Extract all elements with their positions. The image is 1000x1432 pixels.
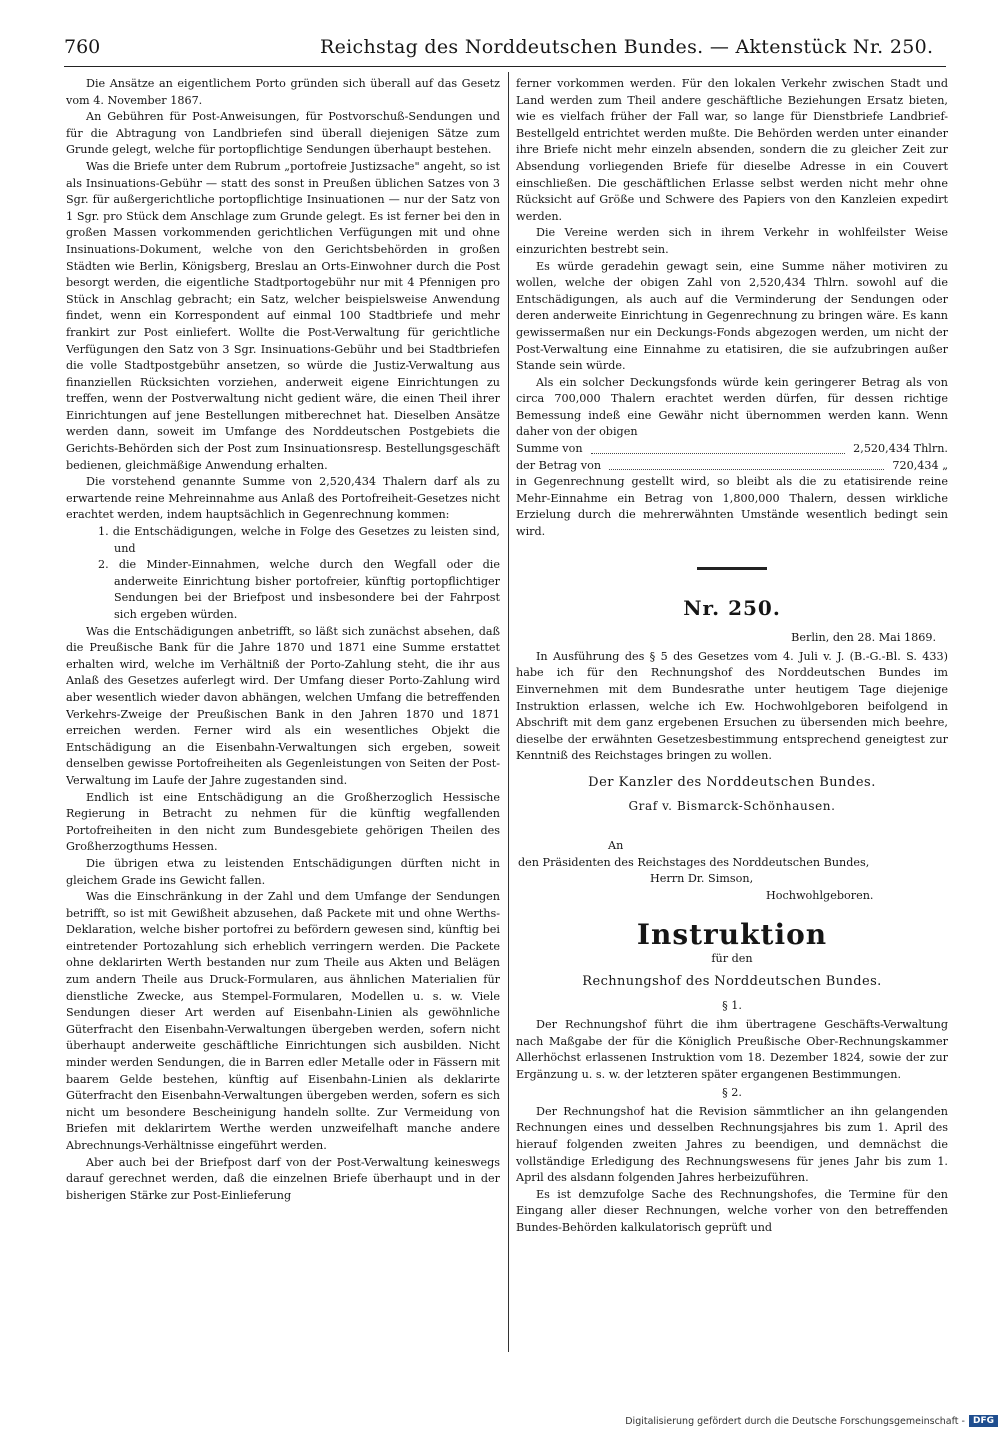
leader-dots [609,458,884,471]
instruction-organization: Rechnungshof des Norddeutschen Bundes. [582,973,882,989]
paragraph: Die übrigen etwa zu leistenden Entschädigungen dürften nicht in gleichem Grade ins Gewicht fallen. [66,856,500,887]
digitization-footer [602,1412,998,1430]
section-text: Es ist demzufolge Sache des Rechnungshofes, die Termine für den Eingang aller dieser Rechnungen, welche vorher von den betreffenden Bundes-Behörden kalkulatorisch geprüft und [516,1187,948,1235]
address-an: An [608,839,624,853]
paragraph: Als ein solcher Deckungsfonds würde kein geringerer Betrag als von circa 700,000 Thalern erachtet werden dürfen, für dessen richtige Bemessung indeß eine Gewähr nicht übernommen werden kann. Wenn daher von der obigen [516,375,948,439]
sum-label: der Betrag von [516,458,602,472]
section-text: Der Rechnungshof hat die Revision sämmtlicher an ihn gelangenden Rechnungen eines und desselben Rechnungsjahres bis zum 1. April des hierauf folgenden zweiten Jahres zu beendigen, und demnächst die vollständige Erledigung des Rechnungswesens für jenes Jahr bis zum 1. April des alsdann folgenden Jahres herbeizuführen. [516,1104,948,1185]
section-label: § 2. [722,1086,742,1100]
sum-row [516,458,948,475]
leader-dots [591,441,846,454]
instruction-for: für den [711,952,753,966]
paragraph: Die Ansätze an eigentlichem Porto gründen sich überall auf das Gesetz vom 4. November 1867. [66,77,500,107]
paragraph: Was die Entschädigungen anbetrifft, so läßt sich zunächst absehen, daß die Preußische Bank für die Jahre 1870 und 1871 eine Summe erstattet erhalten wird, welche im Verhältniß der Porto-Zahlung steht, die ihr aus Anlaß des Gesetzes auferlegt wird. Der Umfang dieser Porto-Zahlung wird aber wesentlich wieder davon abhängen, welchen Umfang die betreffenden Verkehrs-Zweige der Preußischen Bank in den Jahren 1870 und 1871 erreichen werden. Ferner wird als ein wesentliches Objekt die Entschädigung an die Eisenbahn-Verwaltungen sich ergeben, soweit denselben gewisse Portofreiheiten als Gegenleistungen von Seiten der Post-Verwaltung im Laufe der Jahre zugestanden sind. [66,624,500,787]
sum-row [516,441,948,458]
list-item: 2. die Minder-Einnahmen, welche durch den Wegfall oder die anderweite Einrichtung bisher portofreier, künftig portopflichtiger Sendungen bei der Briefpost und insbesondere bei der Fahrpost sich ergeben würden. [98,558,500,621]
right-column [516,76,948,1354]
paragraph: Die Vereine werden sich in ihrem Verkehr in wohlfeilster Weise einzurichten bestrebt sein. [516,226,948,256]
address-line: den Präsidenten des Reichstages des Norddeutschen Bundes, [518,855,870,869]
letter-body: In Ausführung des § 5 des Gesetzes vom 4. Juli v. J. (B.-G.-Bl. S. 433) habe ich für den Rechnungshof des Norddeutschen Bundes im Einvernehmen mit dem Bundesrathe unter heutigem Tage diejenige Instruktion erlassen, welche ich Ew. Hochwohlgeboren beifolgend in Abschrift mit dem ganz ergebenen Ersuchen zu übersenden mich beehre, dieselbe der erwähnten Gesetzesbestimmung entsprechend geneigtest zur Kenntniß des Reichstages bringen zu wollen. [516,649,948,763]
section-label: § 1. [722,999,742,1013]
section-text: Der Rechnungshof führt die ihm übertragene Geschäfts-Verwaltung nach Maßgabe der für die Königlich Preußische Ober-Rechnungskammer Allerhöchst erlassenen Instruktion vom 18. Dezember 1824, sowie der zur Ergänzung u. s. w. der letzteren später ergangenen Bestimmungen. [516,1017,948,1081]
left-column [66,76,500,1354]
numbered-list [66,524,500,624]
instruction-title: Instruktion [636,917,828,951]
paragraph: Was die Einschränkung in der Zahl und dem Umfange der Sendungen betrifft, so ist mit Gewißheit abzusehen, daß Packete mit und ohne Werths-Deklaration, welche bisher portofrei zu befördern gewesen sind, künftig bei eintretender Portozahlung sich erheblich verringern werden. Die Packete ohne deklarirten Werth bestanden nur zum Theile aus Akten und Belägen zum andern Theile aus Druck-Formularen, aus ähnlichen Materialien für dienstliche Zwecke, aus Stempel-Formularen, Modellen u. s. w. Viele Sendungen dieser Art werden auf Eisenbahn-Linien als gewöhnliche Güterfracht den Eisenbahn-Verwaltungen übergeben werden, sofern nicht überhaupt anderweite geschäftliche Einrichtungen sich ausbilden. Nicht minder werden Sendungen, die in Barren edler Metalle oder in Fässern mit baarem Gelde bestehen, künftig auf Eisenbahn-Linien als deklarirte Güterfracht den Eisenbahn-Verwaltungen übergeben werden, sofern es sich nicht um besondere Bescheinigung handeln sollte. Zur Vermeidung von Briefen mit deklarirtem Werthe werden unzweifelhaft manche andere Abrechnungs-Verhältnisse eingeführt werden. [66,890,500,1152]
address-line: Herrn Dr. Simson, [650,872,754,886]
header-rule [64,66,946,67]
paragraph: An Gebühren für Post-Anweisungen, für Postvorschuß-Sendungen und für die Abtragung von Landbriefen sind überall diejenigen Sätze zum Grunde gelegt, welche für portopflichtige Sendungen überhaupt bestehen. [66,110,500,157]
section-divider [697,567,767,570]
date-line: Berlin, den 28. Mai 1869. [791,631,936,645]
paragraph: Die vorstehend genannte Summe von 2,520,434 Thalern darf als zu erwartende reine Mehreinnahme aus Anlaß des Portofreiheit-Gesetzes nicht erachtet werden, indem hauptsächlich in Gegenrechnung kommen: [66,475,500,522]
signature-office: Der Kanzler des Norddeutschen Bundes. [588,774,876,790]
document-number-heading: Nr. 250. [683,595,781,620]
page-number: 760 [64,36,101,58]
running-title: Reichstag des Norddeutschen Bundes. — Aktenstück Nr. 250. [320,36,934,58]
address-line: Hochwohlgeboren. [766,888,874,902]
page-header [64,36,946,66]
paragraph: ferner vorkommen werden. Für den lokalen Verkehr zwischen Stadt und Land werden zum Theil andere geschäftliche Beziehungen Ersatz bieten, wie es vielfach früher der Fall war, so lange für Dienstbriefe Landbrief-Bestellgeld entrichtet werden mußte. Die Behörden werden unter einander ihre Briefe nicht mehr einzeln absenden, sondern die zu gleicher Zeit zur Absendung vorliegenden Briefe für dieselbe Adresse in ein Couvert einschließen. Die geschäftlichen Erlasse selbst werden nicht mehr ohne Rücksicht auf Größe und Schwere des Papiers von den Kanzleien expedirt werden. [516,77,948,223]
footer-text: Digitalisierung gefördert durch die Deutsche Forschungsgemeinschaft - [625,1415,965,1427]
paragraph: Aber auch bei der Briefpost darf von der Post-Verwaltung keineswegs darauf gerechnet werden, daß die einzelnen Briefe überhaupt und in der bisherigen Stärke zur Post-Einlieferung [66,1155,500,1202]
paragraph: Es würde geradehin gewagt sein, eine Summe näher motiviren zu wollen, welche der obigen Zahl von 2,520,434 Thlrn. sowohl auf die Entschädigungen, als auch auf die Verminderung der Sendungen oder deren anderweite Einrichtung in Gegenrechnung zu bringen wäre. Es kann gewissermaßen nur ein Deckungs-Fonds abgezogen werden, um nicht der Post-Verwaltung eine Einnahme zu etatisiren, die sie aufzubringen außer Stande sein würde. [516,259,948,373]
signature-name: Graf v. Bismarck-Schönhausen. [628,798,836,813]
paragraph: in Gegenrechnung gestellt wird, so bleibt als die zu etatisirende reine Mehr-Einnahme ein Betrag von 1,800,000 Thalern, dessen wirkliche Erzielung durch die mehrerwähnten Umstände wesentlich bedingt sein wird. [516,475,948,539]
paragraph: Endlich ist eine Entschädigung an die Großherzoglich Hessische Regierung in Betracht zu nehmen für die künftig wegfallenden Portofreiheiten in den nicht zum Bundesgebiete gehörigen Theilen des Großherzogthums Hessen. [66,790,500,854]
paragraph: Was die Briefe unter dem Rubrum „portofreie Justizsache" angeht, so ist als Insinuations-Gebühr — statt des sonst in Preußen üblichen Satzes von 3 Sgr. für außergerichtliche portopflichtige Insinuationen — nur der Satz von 1 Sgr. pro Stück dem Anschlage zum Grunde gelegt. Es ist ferner bei den in großen Massen vorkommenden gerichtlichen Verfügungen mit und ohne Insinuations-Dokument, welche von den Gerichtsbehörden in großen Städten wie Berlin, Königsberg, Breslau an Orts-Einwohner durch die Post besorgt werden, die eigentliche Stadtportogebühr nur mit 4 Pfennigen pro Stück in Anschlag gebracht; ein Satz, welcher beispielsweise Anwendung findet, wenn ein Korrespondent auf einmal 100 Stadtbriefe und mehr frankirt zur Post einliefert. Wollte die Post-Verwaltung für gerichtliche Verfügungen den Satz von 3 Sgr. Insinuations-Gebühr und bei Stadtbriefen die volle Stadtpostgebühr ansetzen, so würde die Justiz-Verwaltung aus finanziellen Rücksichten vorziehen, anderweit eigene Einrichtungen zu treffen, wenn der Postverwaltung nicht gedient wäre, die einen Theil ihrer Einrichtungen auf jene Bestellungen mitberechnet hat. Dieselben Ansätze werden dann, soweit im Umfange des Norddeutschen Postgebiets die Gerichts-Behörden sich der Post zum Insinuationsresp. Bestellungsgeschäft bedienen, gleichmäßige Anwendung erhalten. [66,159,500,472]
sum-value: 2,520,434 Thlrn. [853,442,948,456]
dfg-logo: DFG [969,1415,998,1427]
column-divider [508,72,509,1352]
sum-label: Summe von [516,442,583,456]
sum-value: 720,434 „ [892,458,948,472]
list-item: 1. die Entschädigungen, welche in Folge des Gesetzes zu leisten sind, und [98,525,500,555]
